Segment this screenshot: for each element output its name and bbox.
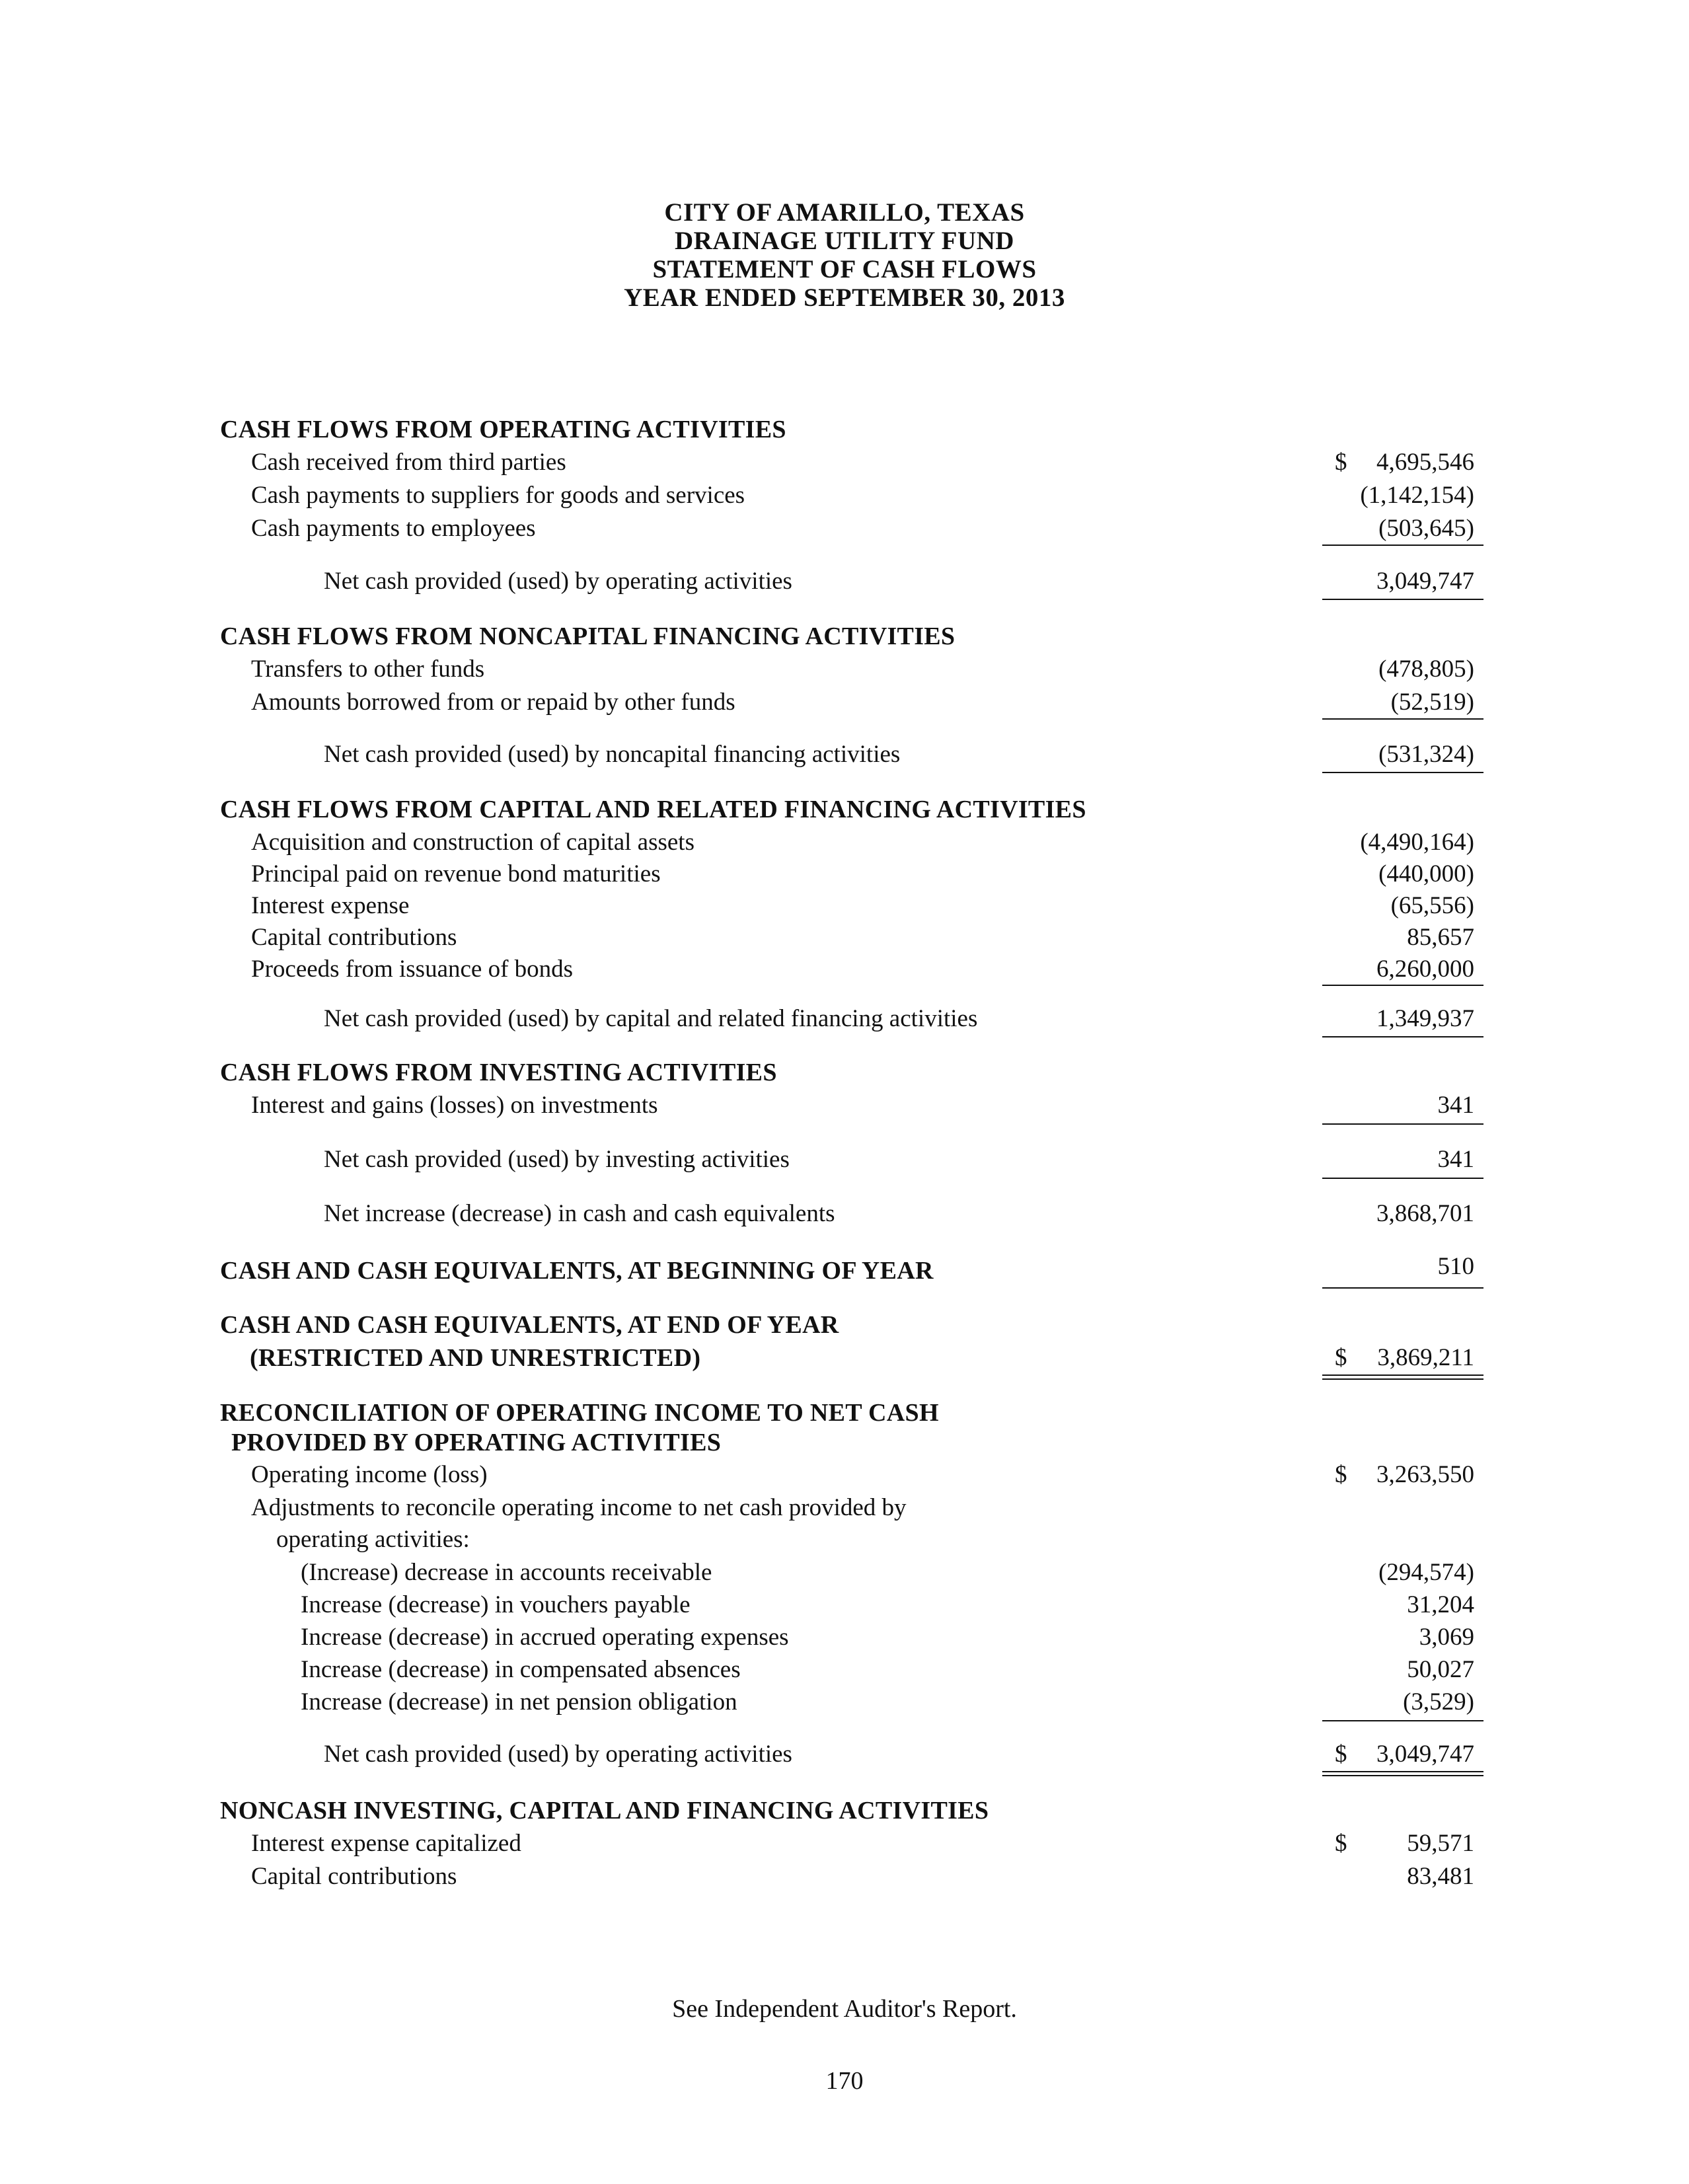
line-item-amount: 3,069	[1419, 1624, 1474, 1651]
subtotal-rule	[1322, 718, 1483, 720]
total-rule	[1322, 599, 1483, 600]
line-item	[0, 953, 1689, 986]
net-total-label: Net cash provided (used) by noncapital financing activities	[324, 741, 901, 768]
net-total-row	[0, 738, 1689, 771]
line-item-label: Interest expense capitalized	[251, 1830, 521, 1857]
line-item-label: Increase (decrease) in vouchers payable	[301, 1591, 691, 1618]
line-item-amount: (52,519)	[1390, 689, 1474, 716]
auditor-report-note: See Independent Auditor's Report.	[672, 1995, 1017, 2023]
adjustments-caption	[0, 1491, 1689, 1525]
total-rule	[1322, 772, 1483, 773]
line-item-label: Cash received from third parties	[251, 449, 566, 476]
subtotal-rule	[1322, 985, 1483, 986]
line-item-label: Increase (decrease) in compensated absences	[301, 1656, 741, 1683]
line-item-amount: 3,263,550	[1376, 1461, 1474, 1488]
adjustments-caption-text: operating activities:	[276, 1526, 470, 1553]
net-total-label: Net cash provided (used) by investing activities	[324, 1146, 790, 1173]
line-item-label: Proceeds from issuance of bonds	[251, 956, 574, 983]
line-item-label: Transfers to other funds	[251, 656, 485, 683]
line-item-amount: 341	[1437, 1092, 1474, 1119]
line-item-amount: (3,529)	[1403, 1688, 1474, 1715]
section-heading-capital	[0, 793, 1689, 826]
ending-balance-label-line1: CASH AND CASH EQUIVALENTS, AT END OF YEAR	[220, 1311, 839, 1339]
line-item-amount: 85,657	[1407, 924, 1474, 951]
line-item	[0, 446, 1689, 479]
section-heading-noncash	[0, 1794, 1689, 1827]
line-item-amount: (478,805)	[1378, 656, 1474, 683]
line-item	[0, 1556, 1689, 1589]
net-total-label: Net cash provided (used) by operating activities	[324, 1741, 792, 1768]
total-rule	[1322, 1178, 1483, 1179]
line-item-label: (Increase) decrease in accounts receivable	[301, 1559, 712, 1586]
line-item	[0, 826, 1689, 859]
line-item-label: Cash payments to suppliers for goods and services	[251, 482, 745, 509]
line-item	[0, 686, 1689, 719]
section-heading-investing	[0, 1056, 1689, 1089]
double-total-rule	[1322, 1374, 1483, 1380]
net-total-row	[0, 1738, 1689, 1771]
line-item-label: Operating income (loss)	[251, 1461, 488, 1488]
line-item-label: Principal paid on revenue bond maturities	[251, 860, 661, 887]
line-item	[0, 1621, 1689, 1654]
ending-balance-heading	[0, 1308, 1689, 1341]
dollar-sign: $	[1335, 1461, 1347, 1488]
line-item-label: Capital contributions	[251, 924, 457, 951]
net-total-amount: 341	[1437, 1146, 1474, 1173]
net-increase-row	[0, 1197, 1689, 1230]
section-heading-text: CASH FLOWS FROM OPERATING ACTIVITIES	[220, 416, 786, 443]
section-heading-noncapital	[0, 620, 1689, 653]
net-total-row	[0, 1002, 1689, 1036]
adjustments-caption	[0, 1523, 1689, 1556]
line-item	[0, 1686, 1689, 1719]
section-heading-text: CASH FLOWS FROM CAPITAL AND RELATED FINANCING ACTIVITIES	[220, 796, 1086, 823]
line-item	[0, 1860, 1689, 1893]
reconciliation-heading-line2	[0, 1426, 1689, 1459]
subtotal-rule	[1322, 1123, 1483, 1125]
page-number: 170	[825, 2067, 864, 2095]
line-item	[0, 1827, 1689, 1860]
line-item-label: Increase (decrease) in net pension obligation	[301, 1688, 737, 1715]
line-item-label: Increase (decrease) in accrued operating expenses	[301, 1624, 789, 1651]
net-total-amount: 1,349,937	[1376, 1005, 1474, 1032]
line-item-label: Amounts borrowed from or repaid by other funds	[251, 689, 735, 716]
dollar-sign: $	[1335, 449, 1347, 476]
line-item-label: Interest and gains (losses) on investments	[251, 1092, 658, 1119]
line-item-amount: (1,142,154)	[1360, 482, 1474, 509]
section-heading-text: CASH FLOWS FROM INVESTING ACTIVITIES	[220, 1059, 777, 1086]
line-item-amount: (4,490,164)	[1360, 829, 1474, 856]
title-city: CITY OF AMARILLO, TEXAS	[664, 198, 1025, 227]
net-total-label: Net cash provided (used) by capital and related financing activities	[324, 1005, 978, 1032]
net-total-row	[0, 565, 1689, 598]
line-item-amount: (440,000)	[1378, 860, 1474, 887]
net-increase-label: Net increase (decrease) in cash and cash equivalents	[324, 1200, 835, 1227]
title-statement: STATEMENT OF CASH FLOWS	[652, 255, 1037, 283]
beginning-balance-row	[0, 1254, 1689, 1287]
double-total-rule	[1322, 1771, 1483, 1776]
total-rule	[1322, 1036, 1483, 1037]
line-item-amount: 4,695,546	[1376, 449, 1474, 476]
line-item	[0, 1653, 1689, 1686]
section-heading-text: NONCASH INVESTING, CAPITAL AND FINANCING ACTIVITIES	[220, 1797, 989, 1825]
net-total-amount: (531,324)	[1378, 741, 1474, 768]
dollar-sign: $	[1335, 1344, 1347, 1371]
section-heading-text: CASH FLOWS FROM NONCAPITAL FINANCING ACTIVITIES	[220, 622, 956, 650]
section-heading-text: RECONCILIATION OF OPERATING INCOME TO NET CASH	[220, 1399, 939, 1427]
line-item-label: Acquisition and construction of capital assets	[251, 829, 694, 856]
dollar-sign: $	[1335, 1830, 1347, 1857]
line-item-label: Interest expense	[251, 892, 410, 919]
reconciliation-heading-line1	[0, 1396, 1689, 1429]
subtotal-rule	[1322, 545, 1483, 546]
line-item-label: Cash payments to employees	[251, 515, 536, 542]
line-item-amount: (294,574)	[1378, 1559, 1474, 1586]
line-item-amount: 31,204	[1407, 1591, 1474, 1618]
subtotal-rule	[1322, 1720, 1483, 1721]
total-rule	[1322, 1287, 1483, 1289]
line-item	[0, 858, 1689, 891]
ending-balance-row	[0, 1341, 1689, 1374]
beginning-balance-amount: 510	[1437, 1253, 1474, 1280]
net-total-row	[0, 1143, 1689, 1176]
line-item-amount: 83,481	[1407, 1863, 1474, 1890]
net-total-label: Net cash provided (used) by operating activities	[324, 568, 792, 595]
line-item-label: Capital contributions	[251, 1863, 457, 1890]
net-increase-amount: 3,868,701	[1376, 1200, 1474, 1227]
line-item-amount: (65,556)	[1390, 892, 1474, 919]
line-item	[0, 653, 1689, 686]
line-item	[0, 512, 1689, 545]
line-item	[0, 479, 1689, 512]
net-total-amount: 3,049,747	[1376, 568, 1474, 595]
line-item-amount: 6,260,000	[1376, 956, 1474, 983]
section-heading-operating	[0, 413, 1689, 446]
line-item	[0, 1089, 1689, 1122]
statement-title	[0, 198, 1689, 312]
ending-balance-amount: 3,869,211	[1377, 1344, 1474, 1371]
adjustments-caption-text: Adjustments to reconcile operating income to net cash provided by	[251, 1494, 907, 1521]
line-item	[0, 1589, 1689, 1622]
title-period: YEAR ENDED SEPTEMBER 30, 2013	[624, 283, 1065, 312]
line-item	[0, 921, 1689, 954]
line-item-amount: (503,645)	[1378, 515, 1474, 542]
section-heading-text: PROVIDED BY OPERATING ACTIVITIES	[231, 1429, 722, 1456]
line-item	[0, 889, 1689, 923]
operating-income-row	[0, 1458, 1689, 1491]
ending-balance-label-line2: (RESTRICTED AND UNRESTRICTED)	[250, 1344, 701, 1372]
line-item-amount: 50,027	[1407, 1656, 1474, 1683]
dollar-sign: $	[1335, 1741, 1347, 1768]
line-item-amount: 59,571	[1407, 1830, 1474, 1857]
title-fund: DRAINAGE UTILITY FUND	[675, 227, 1014, 255]
net-total-amount: 3,049,747	[1376, 1741, 1474, 1768]
beginning-balance-label: CASH AND CASH EQUIVALENTS, AT BEGINNING OF YEAR	[220, 1257, 934, 1285]
